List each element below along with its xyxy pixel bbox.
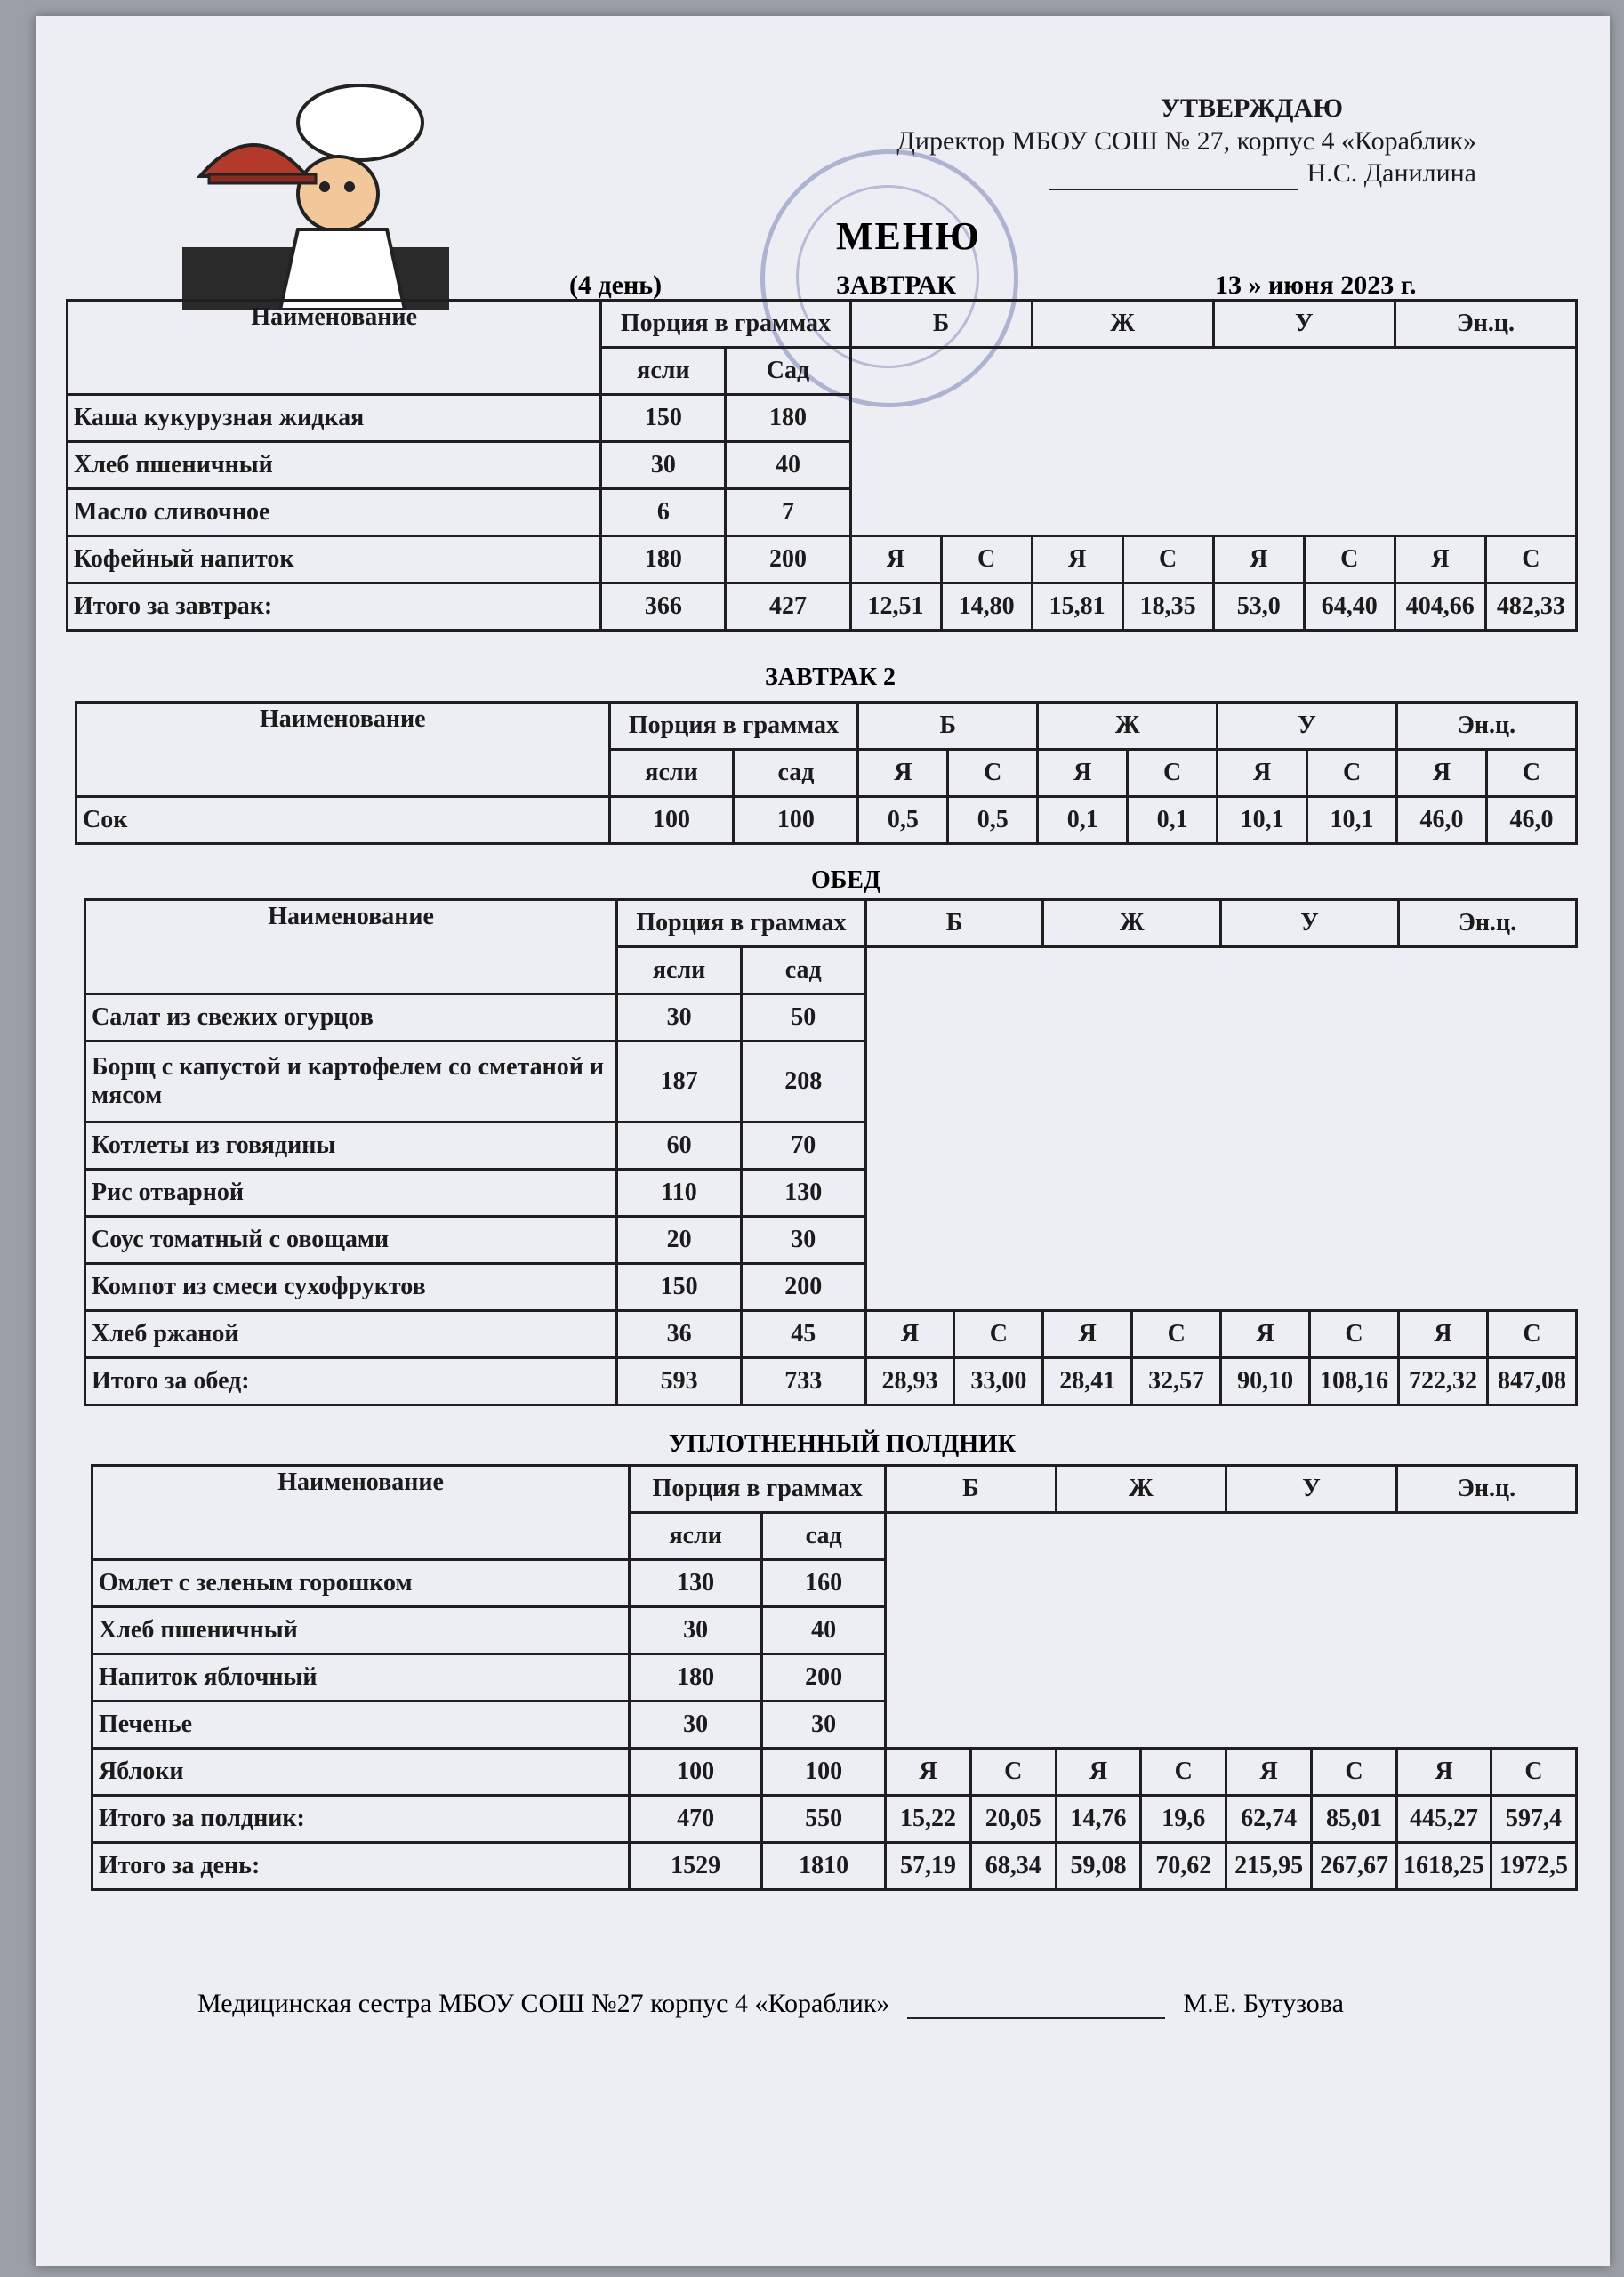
approval-name: Н.С. Данилина bbox=[1306, 158, 1476, 189]
approval-heading: УТВЕРЖДАЮ bbox=[1160, 93, 1343, 123]
section-title-breakfast2: ЗАВТРАК 2 bbox=[765, 664, 896, 691]
col-en: Эн.ц. bbox=[1395, 301, 1576, 348]
table-row: Салат из свежих огурцов 30 50 bbox=[85, 994, 1577, 1042]
section-title-lunch: ОБЕД bbox=[811, 866, 881, 894]
signature-line bbox=[907, 1992, 1165, 2019]
table-row: Хлеб пшеничный 30 40 bbox=[68, 442, 1577, 489]
table-row: Сок 100 100 0,5 0,5 0,1 0,1 10,1 10,1 46,0 46,0 bbox=[76, 797, 1577, 844]
col-name: Наименование bbox=[85, 900, 617, 994]
menu-sheet bbox=[36, 16, 1610, 2266]
col-sad: Сад bbox=[726, 348, 850, 395]
snack-table: Наименование Порция в граммах Б Ж У Эн.ц. ясли сад Омлет с зеленым горошком 130 160 Хлеб пшеничный 30 40 Напиток яблочный 180 200 Печенье 30 30 Яблоки 100 100 Я С Я С Я С Я С Итого за полдник: 470 550 15,22 20,05 14,76 19,6 62,74 85,01 445,27 597,4 Итого за день: 1529 1810 57,19 68,34 59,08 70,62 215,95 267,67 1618,25 1972,5 bbox=[91, 1464, 1578, 1891]
blank-area bbox=[886, 1513, 1577, 1702]
approval-position: Директор МБОУ СОШ № 27, корпус 4 «Кораблик» bbox=[896, 125, 1476, 156]
table-row: Соус томатный с овощами 20 30 bbox=[85, 1217, 1577, 1264]
chef-illustration bbox=[182, 78, 449, 310]
total-row: Итого за полдник: 470 550 15,22 20,05 14,76 19,6 62,74 85,01 445,27 597,4 bbox=[92, 1796, 1577, 1843]
footer-name: М.Е. Бутузова bbox=[1183, 1989, 1344, 2018]
table-row: Борщ с капустой и картофелем со сметаной и мясом 187 208 bbox=[85, 1042, 1577, 1122]
lunch-table: Наименование Порция в граммах Б Ж У Эн.ц. ясли сад Салат из свежих огурцов 30 50 Борщ с капустой и картофелем со сметаной и мясом 187 208 Котлеты из говядины 60 70 Рис отварной 110 130 Соус томатный с овощами 20 30 Компот из смеси сухофруктов 150 200 Хлеб ржаной 36 45 Я С Я С Я С Я С Итого за обед: 593 733 28,93 33,00 28,41 32,57 90,10 108,16 722,32 847,08 bbox=[84, 898, 1578, 1406]
table-row: Рис отварной 110 130 bbox=[85, 1170, 1577, 1217]
col-zh: Ж bbox=[1032, 301, 1213, 348]
table-row: Каша кукурузная жидкая 150 180 bbox=[68, 395, 1577, 442]
table-row: Печенье 30 30 bbox=[92, 1702, 1577, 1749]
table-row: Масло сливочное 6 7 bbox=[68, 489, 1577, 536]
table-row: Яблоки 100 100 Я С Я С Я С Я С bbox=[92, 1749, 1577, 1796]
table-row: Компот из смеси сухофруктов 150 200 bbox=[85, 1264, 1577, 1311]
signature-line bbox=[1049, 162, 1298, 190]
col-name: Наименование bbox=[68, 301, 601, 395]
total-row: Итого за завтрак: 366 427 12,51 14,80 15,81 18,35 53,0 64,40 404,66 482,33 bbox=[68, 583, 1577, 631]
footer-signature bbox=[197, 1989, 1344, 2019]
table-row: Омлет с зеленым горошком 130 160 bbox=[92, 1560, 1577, 1607]
meal-title: ЗАВТРАК bbox=[836, 270, 957, 300]
table-row: Хлеб ржаной 36 45 Я С Я С Я С Я С bbox=[85, 1311, 1577, 1358]
table-row: Кофейный напиток 180 200 Я С Я С Я С Я С bbox=[68, 536, 1577, 583]
col-portion: Порция в граммах bbox=[601, 301, 850, 348]
col-name: Наименование bbox=[76, 703, 610, 797]
total-row: Итого за обед: 593 733 28,93 33,00 28,41 32,57 90,10 108,16 722,32 847,08 bbox=[85, 1358, 1577, 1405]
day-label: (4 день) bbox=[569, 270, 663, 300]
table-row: Котлеты из говядины 60 70 bbox=[85, 1122, 1577, 1170]
table-row: Хлеб пшеничный 30 40 bbox=[92, 1607, 1577, 1654]
day-total-row: Итого за день: 1529 1810 57,19 68,34 59,08 70,62 215,95 267,67 1618,25 1972,5 bbox=[92, 1843, 1577, 1890]
blank-area bbox=[850, 348, 1577, 536]
menu-date: 13 » июня 2023 г. bbox=[1215, 270, 1417, 300]
table-row: Напиток яблочный 180 200 bbox=[92, 1654, 1577, 1702]
col-yasli: ясли bbox=[601, 348, 726, 395]
page-title: МЕНЮ bbox=[836, 214, 981, 258]
col-name: Наименование bbox=[92, 1466, 630, 1560]
breakfast2-table: Наименование Порция в граммах Б Ж У Эн.ц. ясли сад Я С Я С Я С Я С Сок 100 100 0,5 0,5 0,1 0,1 10,1 10,1 46,0 46,0 bbox=[75, 701, 1578, 845]
blank-area bbox=[865, 947, 1576, 1311]
approval-block bbox=[896, 93, 1476, 190]
breakfast-table bbox=[66, 299, 1578, 632]
col-portion: Порция в граммах bbox=[609, 703, 858, 750]
col-u: У bbox=[1213, 301, 1395, 348]
footer-text: Медицинская сестра МБОУ СОШ №27 корпус 4 «Кораблик» bbox=[197, 1989, 890, 2018]
col-b: Б bbox=[850, 301, 1032, 348]
section-title-snack: УПЛОТНЕННЫЙ ПОЛДНИК bbox=[669, 1430, 1017, 1458]
